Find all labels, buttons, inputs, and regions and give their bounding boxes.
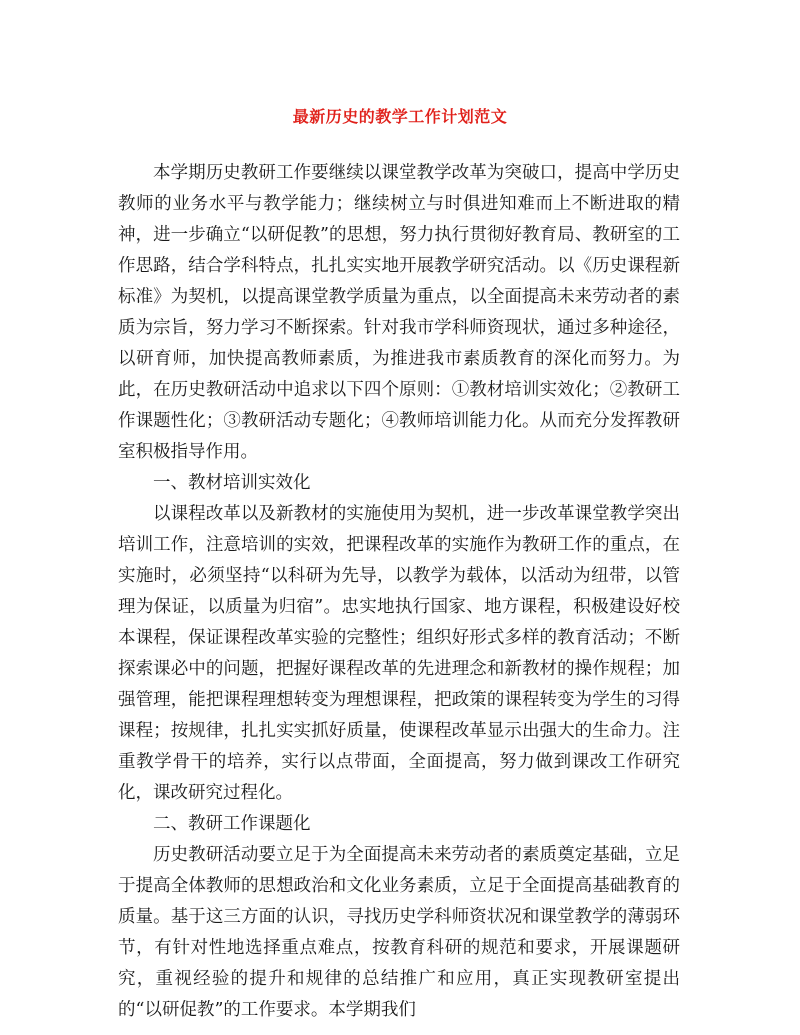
section-paragraph-2: 历史教研活动要立足于为全面提高未来劳动者的素质奠定基础，立足于提高全体教师的思想政治和文化业务素质，立足于全面提高基础教育的质量。基于这三方面的认识，寻找历史学科师资状况和课堂教学的薄弱环节，有针对性地选择重点难点，按教育科研的规范和要求，开展课题研究，重视经验的提升和规律的总结推广和应用，真正实现教研室提出的“以研促教”的工作要求。本学期我们: [118, 845, 680, 1020]
section-heading-2: 二、教研工作课题化: [153, 814, 311, 834]
section-heading-1: 一、教材培训实效化: [153, 473, 311, 493]
intro-paragraph: 本学期历史教研工作要继续以课堂教学改革为突破口，提高中学历史教师的业务水平与教学能力；继续树立与时俱进知难而上不断进取的精神，进一步确立“以研促教”的思想，努力执行贯彻好教育局、教研室的工作思路，结合学科特点，扎扎实实地开展教学研究活动。以《历史课程新标准》为契机，以提高课堂教学质量为重点，以全面提高未来劳动者的素质为宗旨，努力学习不断探索。针对我市学科师资现状，通过多种途径，以研育师，加快提高教师素质，为推进我市素质教育的深化而努力。为此，在历史教研活动中追求以下四个原则：①教材培训实效化；②教研工作课题性化；③教研活动专题化；④教师培训能力化。从而充分发挥教研室积极指导作用。: [118, 163, 680, 462]
document-body: [118, 158, 680, 1026]
section-paragraph-1: 以课程改革以及新教材的实施使用为契机，进一步改革课堂教学突出培训工作，注意培训的实效，把课程改革的实施作为教研工作的重点，在实施时，必须坚持“以科研为先导，以教学为载体，以活动为纽带，以管理为保证，以质量为归宿”。忠实地执行国家、地方课程，积极建设好校本课程，保证课程改革实验的完整性；组织好形式多样的教育活动；不断探索课必中的问题，把握好课程改革的先进理念和新教材的操作规程；加强管理，能把课程理想转变为理想课程，把政策的课程转变为学生的习得课程；按规律，扎扎实实抓好质量，使课程改革显示出强大的生命力。注重教学骨干的培养，实行以点带面，全面提高，努力做到课改工作研究化，课改研究过程化。: [118, 504, 680, 803]
page-title: 最新历史的教学工作计划范文: [292, 107, 508, 126]
